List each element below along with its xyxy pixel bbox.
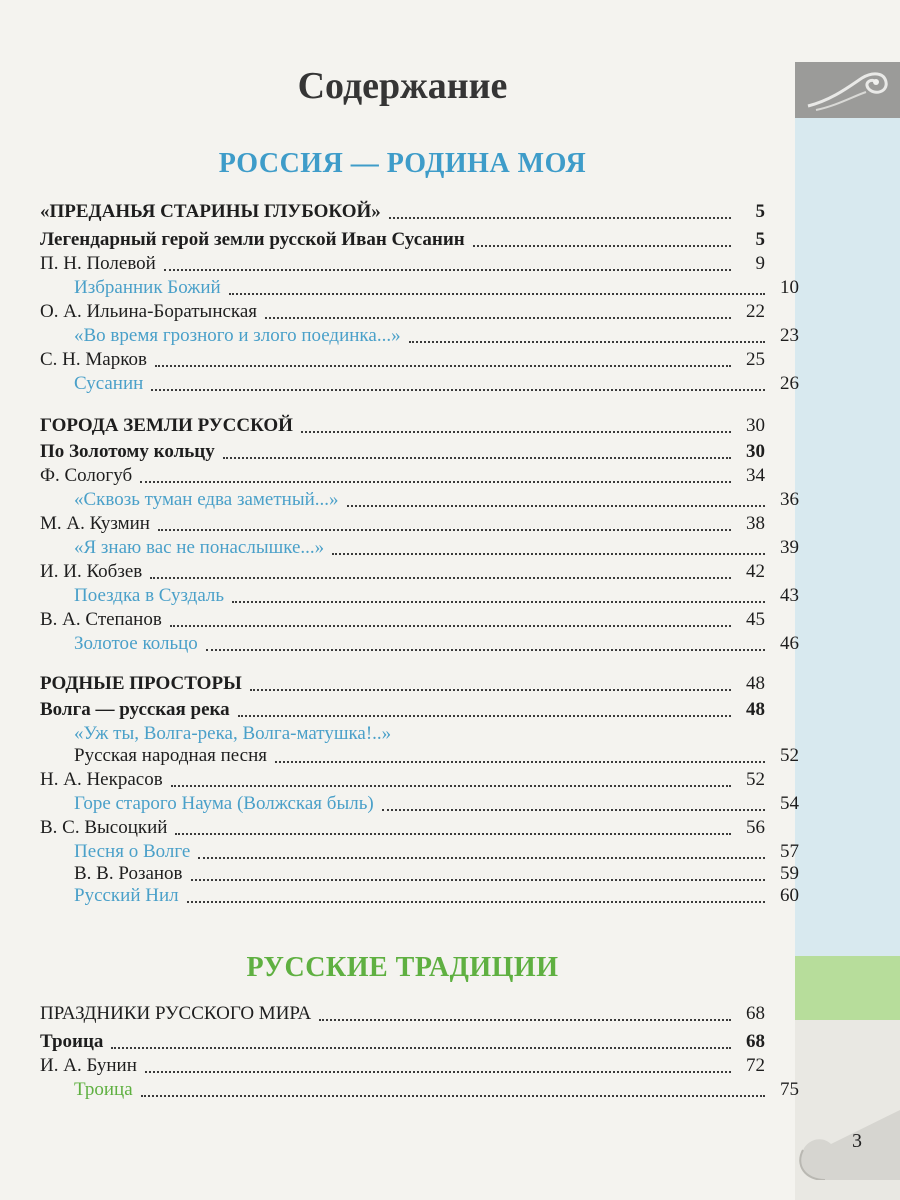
swirl-ornament-icon: [802, 66, 892, 114]
leader-dots: [175, 832, 731, 835]
toc-entry-title: ПРАЗДНИКИ РУССКОГО МИРА: [40, 1003, 312, 1024]
leader-dots: [191, 878, 765, 881]
toc-work[interactable]: [40, 276, 799, 300]
toc-page-number: 22: [746, 301, 765, 322]
leader-dots: [187, 900, 765, 903]
toc-page-number: 75: [780, 1079, 799, 1100]
toc-entry-title: И. А. Бунин: [40, 1055, 137, 1076]
toc-entry-title: «Сквозь туман едва заметный...»: [74, 489, 339, 510]
leader-dots: [150, 576, 731, 579]
leader-dots: [141, 1094, 765, 1097]
toc-page-number: 36: [780, 489, 799, 510]
leader-dots: [389, 216, 731, 219]
toc-page-number: 9: [755, 253, 765, 274]
toc-work[interactable]: [40, 324, 799, 348]
leader-dots: [206, 648, 765, 651]
leader-dots: [301, 430, 731, 433]
toc-page-number: 68: [746, 1003, 765, 1024]
toc-page-number: 42: [746, 561, 765, 582]
toc-chapter[interactable]: [40, 440, 765, 464]
toc-entry-title: РОДНЫЕ ПРОСТОРЫ: [40, 673, 242, 694]
toc-entry-title: Поездка в Суздаль: [74, 585, 225, 606]
leader-dots: [319, 1018, 731, 1021]
toc-entry-title: Н. А. Некрасов: [40, 769, 163, 790]
toc-author[interactable]: [40, 816, 765, 840]
leader-dots: [265, 316, 731, 319]
leader-dots: [145, 1070, 731, 1073]
toc-page-number: 48: [746, 673, 765, 694]
toc-author[interactable]: [40, 348, 765, 372]
toc-page-number: 60: [780, 885, 799, 906]
toc-work[interactable]: [40, 536, 799, 560]
leader-dots: [198, 856, 765, 859]
toc-page-number: 26: [780, 373, 799, 394]
leader-dots: [229, 292, 765, 295]
toc-author[interactable]: [40, 512, 765, 536]
toc-entry-title: Песня о Волге: [74, 841, 191, 862]
leader-dots: [151, 388, 765, 391]
toc-entry-title: И. И. Кобзев: [40, 561, 143, 582]
toc-page-number: 38: [746, 513, 765, 534]
leader-dots: [164, 268, 731, 271]
toc-page-number: 39: [780, 537, 799, 558]
toc-author[interactable]: [40, 464, 765, 488]
page-number-badge: [795, 1110, 900, 1180]
toc-page-number: 56: [746, 817, 765, 838]
toc-page-number: 57: [780, 841, 799, 862]
toc-work[interactable]: [40, 584, 799, 608]
toc-entry-title: Волга — русская река: [40, 699, 230, 720]
leader-dots: [473, 244, 731, 247]
side-tab-green: [795, 956, 900, 1020]
toc-page-number: 10: [780, 277, 799, 298]
toc-page-number: 23: [780, 325, 799, 346]
toc-work[interactable]: [40, 1078, 799, 1102]
toc-work[interactable]: [40, 372, 799, 396]
toc-section[interactable]: [40, 672, 765, 696]
toc-entry-title: С. Н. Марков: [40, 349, 147, 370]
toc-author[interactable]: [40, 608, 765, 632]
leader-dots: [140, 480, 731, 483]
toc-entry-title: «Я знаю вас не понаслышке...»: [74, 537, 325, 558]
toc-author[interactable]: [40, 560, 765, 584]
leader-dots: [223, 456, 731, 459]
toc-entry-title: Горе старого Наума (Волжская быль): [74, 793, 374, 814]
toc-entry-title: «ПРЕДАНЬЯ СТАРИНЫ ГЛУБОКОЙ»: [40, 201, 381, 222]
leader-dots: [111, 1046, 731, 1049]
toc-page-number: 48: [746, 699, 765, 720]
toc-entry-title: «Во время грозного и злого поединка...»: [74, 325, 401, 346]
toc-chapter[interactable]: [40, 228, 765, 252]
toc-work[interactable]: [40, 792, 799, 816]
toc-entry-title: Ф. Сологуб: [40, 465, 133, 486]
toc-page-number: 59: [780, 863, 799, 884]
leader-dots: [409, 340, 765, 343]
toc-work[interactable]: [40, 884, 799, 908]
toc-entry-title: М. А. Кузмин: [40, 513, 150, 534]
leader-dots: [347, 504, 765, 507]
leader-dots: [158, 528, 731, 531]
toc-entry-title: В. В. Розанов: [74, 863, 183, 884]
toc-entry-title: В. А. Степанов: [40, 609, 162, 630]
toc-page-number: 52: [746, 769, 765, 790]
side-tab-blue: [795, 118, 900, 956]
leader-dots: [238, 714, 731, 717]
page-number: 3: [852, 1130, 862, 1152]
toc-entry-title: О. А. Ильина-Боратынская: [40, 301, 258, 322]
toc-entry-title: Троица: [74, 1079, 133, 1100]
toc-page-number: 54: [780, 793, 799, 814]
toc-page-number: 34: [746, 465, 765, 486]
toc-chapter[interactable]: [40, 698, 765, 722]
toc-work-author[interactable]: [40, 744, 799, 768]
toc-chapter[interactable]: [40, 1030, 765, 1054]
leader-dots: [155, 364, 731, 367]
leader-dots: [171, 784, 731, 787]
toc-author[interactable]: [40, 252, 765, 276]
toc-page-number: 72: [746, 1055, 765, 1076]
toc-page-number: 5: [755, 201, 765, 222]
leader-dots: [232, 600, 765, 603]
toc-author[interactable]: [40, 300, 765, 324]
toc-entry-title: По Золотому кольцу: [40, 441, 215, 462]
leader-dots: [382, 808, 765, 811]
toc-section[interactable]: [40, 200, 765, 224]
toc-entry-title: ГОРОДА ЗЕМЛИ РУССКОЙ: [40, 415, 293, 436]
part-title-russia: РОССИЯ — РОДИНА МОЯ: [218, 148, 587, 179]
toc-entry-title: Троица: [40, 1031, 104, 1052]
toc-entry-title: Легендарный герой земли русской Иван Сусанин: [40, 229, 465, 250]
toc-entry-title: Сусанин: [74, 373, 144, 394]
toc-entry-title: Избранник Божий: [74, 277, 221, 298]
toc-work[interactable]: [40, 632, 799, 656]
toc-work-title[interactable]: [40, 722, 799, 746]
toc-page-number: 5: [755, 229, 765, 250]
toc-page-number: 30: [746, 441, 765, 462]
leader-dots: [170, 624, 731, 627]
leader-dots: [250, 688, 731, 691]
toc-entry-title: «Уж ты, Волга-река, Волга-матушка!..»: [74, 723, 392, 744]
toc-section[interactable]: [40, 1002, 765, 1026]
toc-author[interactable]: [40, 1054, 765, 1078]
toc-page-number: 52: [780, 745, 799, 766]
toc-entry-title: Золотое кольцо: [74, 633, 198, 654]
toc-work[interactable]: [40, 488, 799, 512]
toc-entry-title: П. Н. Полевой: [40, 253, 156, 274]
toc-entry-title: В. С. Высоцкий: [40, 817, 168, 838]
toc-page-number: 46: [780, 633, 799, 654]
toc-page-number: 43: [780, 585, 799, 606]
leader-dots: [275, 760, 765, 763]
toc-page-number: 30: [746, 415, 765, 436]
toc-author[interactable]: [40, 862, 799, 886]
leader-dots: [332, 552, 765, 555]
toc-page-number: 45: [746, 609, 765, 630]
toc-entry-title: Русская народная песня: [74, 745, 268, 766]
page-title: Содержание: [297, 65, 508, 107]
part-title-traditions: РУССКИЕ ТРАДИЦИИ: [246, 952, 559, 983]
toc-work[interactable]: [40, 840, 799, 864]
toc-entry-title: Русский Нил: [74, 885, 179, 906]
toc-page-number: 25: [746, 349, 765, 370]
toc-page-number: 68: [746, 1031, 765, 1052]
toc-author[interactable]: [40, 768, 765, 792]
toc-section[interactable]: [40, 414, 765, 438]
